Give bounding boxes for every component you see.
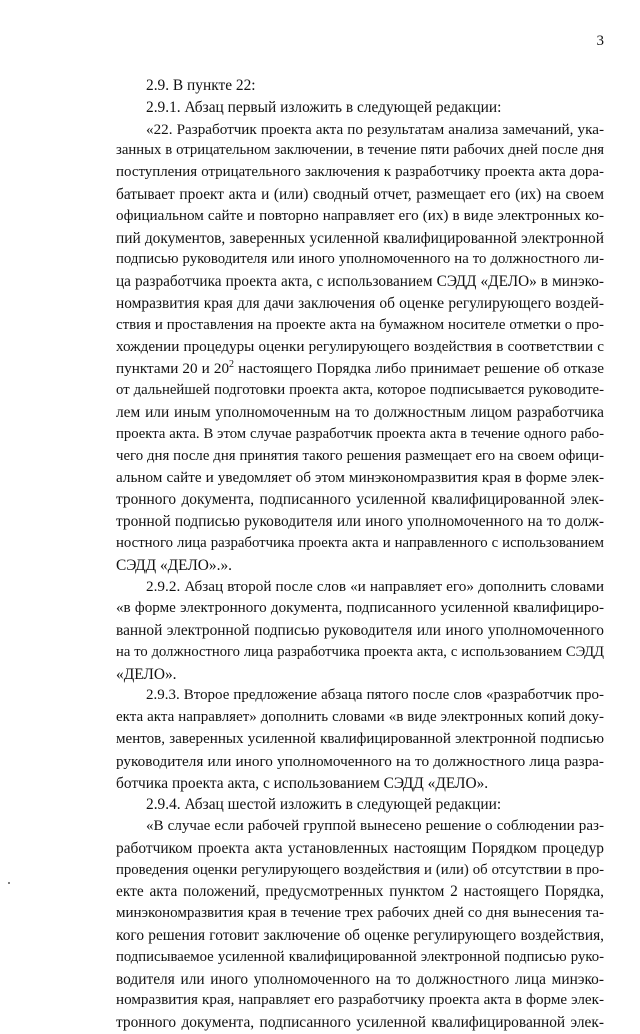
text-line — [116, 228, 604, 250]
text-line-content: официальном сайте и повторно направляет его (их) в виде электронных ко- — [116, 207, 604, 224]
text-line — [116, 75, 604, 97]
text-line — [116, 925, 604, 947]
text-line-content: руководителя или иного уполномоченного на то должностного лица разра- — [116, 752, 604, 770]
text-line-content: ментов, заверенных усиленной квалифицированной электронной подписью — [116, 730, 604, 747]
text-line-content: чего дня после дня принятия такого решения размещает его на своем офици- — [116, 447, 604, 464]
text-line-content: поступления отрицательного заключения к разработчику проекта акта дора- — [116, 164, 604, 181]
text-line-content: 2.9. В пункте 22: — [146, 77, 256, 94]
text-line-content: ствия и проставления на проекте акта на бумажном носителе отметки о про- — [116, 316, 604, 333]
text-line-content: проведения оценки регулирующего воздействия и (или) об отсутствии в про- — [116, 861, 604, 878]
text-line — [116, 576, 604, 598]
text-line — [116, 881, 604, 903]
text-line-content: номразвития края, направляет его разработчику проекта акта в форме элек- — [116, 992, 604, 1009]
text-line — [116, 402, 604, 424]
text-line-content: пий документов, заверенных усиленной квалифицированной электронной — [116, 229, 604, 247]
text-line-content: «В случае если рабочей группой вынесено решение о соблюдении раз- — [146, 818, 604, 835]
text-line — [116, 990, 604, 1012]
text-line — [116, 729, 604, 751]
text-line-content: альном сайте и уведомляет об этом минэкономразвития края в форме элек- — [116, 469, 604, 487]
text-line-content: 2.9.3. Второе предложение абзаца пятого после слов «разработчик про- — [146, 687, 604, 704]
text-line-content: подписываемое усиленной квалифицированной электронной подписью руко- — [116, 948, 604, 965]
text-line-content: работчиком проекта акта установленных настоящим Порядком процедур — [116, 839, 604, 857]
text-line-content: водителя или иного уполномоченного на то должностного лица минэко- — [116, 970, 604, 988]
text-line-content: тронной подписью руководителя или иного уполномоченного на то долж- — [116, 512, 604, 530]
text-line — [116, 620, 604, 642]
text-line-content: тронного документа, подписанного усиленной квалифицированной элек- — [116, 1014, 604, 1032]
text-line — [116, 424, 604, 446]
text-line-content: от дальнейшей подготовки проекта акта, которое подписывается руководите- — [116, 382, 604, 399]
text-line-content: хождении процедуры оценки регулирующего воздействия в соответствии с — [116, 338, 604, 355]
text-line-content: подписью руководителя или иного уполномоченного на то должностного ли- — [116, 251, 604, 268]
text-line — [116, 446, 604, 468]
text-line — [116, 838, 604, 860]
text-line — [116, 533, 604, 555]
text-line — [116, 380, 604, 402]
superscript: 2 — [229, 359, 235, 371]
text-line-content: на то должностного лица разработчика проекта акта, с использованием СЭДД — [116, 643, 604, 660]
text-line-content: лем или иным уполномоченным на то должностным лицом разработчика — [116, 403, 604, 421]
text-line — [116, 860, 604, 882]
text-line-content: ботчика проекта акта, с использованием СЭДД «ДЕЛО». — [116, 774, 489, 792]
text-line-content: СЭДД «ДЕЛО».». — [116, 556, 233, 574]
text-line-content: тронного документа, подписанного усиленной квалифицированной элек- — [116, 491, 604, 509]
text-line — [116, 751, 604, 773]
text-line — [116, 489, 604, 511]
text-line — [116, 358, 604, 380]
text-line-content: ванной электронной подписью руководителя или иного уполномоченного — [116, 621, 604, 639]
text-line-content: екте акта положений, предусмотренных пунктом 2 настоящего Порядка, — [116, 883, 604, 901]
text-line — [116, 707, 604, 729]
text-line-tail: настоящего Порядка либо принимает решение об отказе — [234, 360, 604, 378]
text-line-content: пунктами 20 и 20 — [116, 360, 230, 378]
text-line — [116, 903, 604, 925]
text-line-content: 2.9.4. Абзац шестой изложить в следующей редакции: — [146, 796, 502, 814]
text-line — [116, 467, 604, 489]
text-line — [116, 773, 604, 795]
text-line — [116, 337, 604, 359]
text-line — [116, 511, 604, 533]
text-line — [116, 140, 604, 162]
text-line-content: ца разработчика проекта акта, с использованием СЭДД «ДЕЛО» в минэко- — [116, 273, 604, 291]
text-line-content: 2.9.2. Абзац второй после слов «и направляет его» дополнить словами — [146, 578, 604, 596]
text-line-content: номразвития края для дачи заключения об оценке регулирующего воздей- — [116, 294, 604, 312]
text-line — [116, 947, 604, 969]
text-line — [116, 642, 604, 664]
text-line — [116, 315, 604, 337]
text-line — [116, 119, 604, 141]
text-line — [116, 206, 604, 228]
text-line — [116, 816, 604, 838]
text-line — [116, 1012, 604, 1034]
text-line-content: батывает проект акта и (или) сводный отчет, размещает его (их) на своем — [116, 185, 604, 203]
page-number: 3 — [596, 33, 604, 49]
text-line-content: екта акта направляет» дополнить словами «в виде электронных копий доку- — [116, 709, 604, 726]
text-line-content: занных в отрицательном заключении, в течение пяти рабочих дней после дня — [116, 142, 604, 159]
text-line — [116, 162, 604, 184]
text-line — [116, 271, 604, 293]
text-line — [116, 598, 604, 620]
text-line-content: 2.9.1. Абзац первый изложить в следующей редакции: — [146, 98, 502, 116]
text-line — [116, 969, 604, 991]
text-line — [116, 794, 604, 816]
text-line-content: кого решения готовит заключение об оценке регулирующего воздействия, — [116, 927, 604, 945]
text-line — [116, 184, 604, 206]
scan-speck-mark — [8, 882, 10, 884]
text-line-content: «22. Разработчик проекта акта по результатам анализа замечаний, ука- — [146, 120, 604, 138]
text-line-content: «в форме электронного документа, подписанного усиленной квалифициро- — [116, 600, 604, 617]
text-line-content: минэкономразвития края в течение трех рабочих дней со дня вынесения та- — [116, 905, 604, 922]
text-line-content: ностного лица разработчика проекта акта и направленного с использованием — [116, 534, 604, 551]
text-line — [116, 293, 604, 315]
text-line — [116, 664, 604, 686]
text-line-content: проекта акта. В этом случае разработчик проекта акта в течение одного рабо- — [116, 425, 604, 442]
text-line — [116, 555, 604, 577]
text-line — [116, 685, 604, 707]
text-line-content: «ДЕЛО». — [116, 665, 177, 683]
text-line — [116, 249, 604, 271]
text-line — [116, 97, 604, 119]
document-body-text — [116, 75, 604, 1034]
